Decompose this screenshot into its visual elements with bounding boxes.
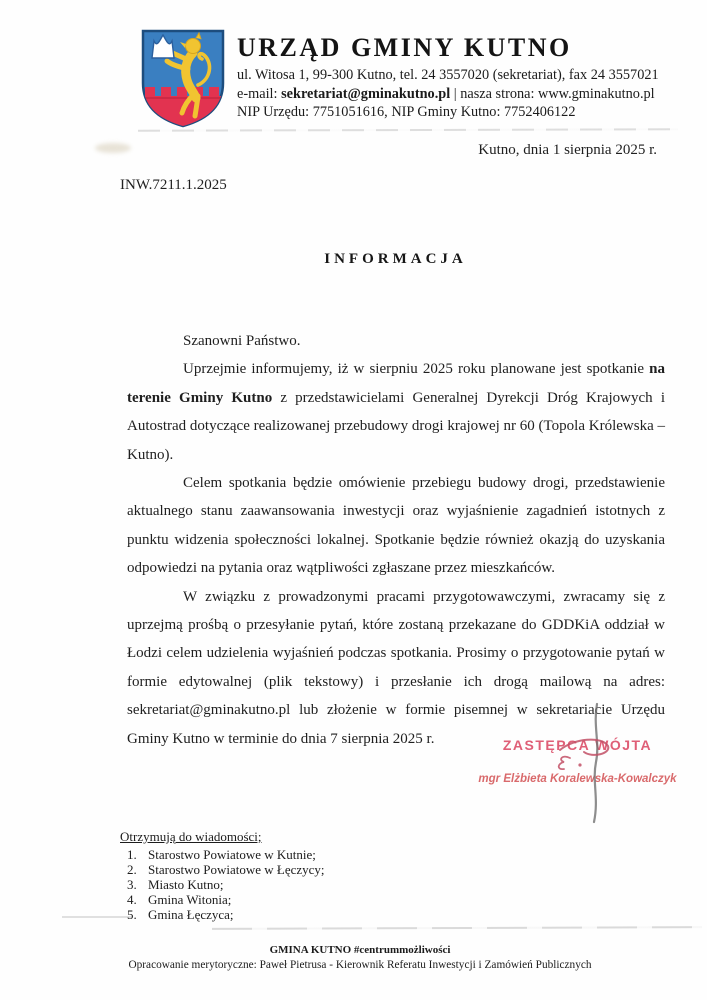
paragraph-3: W związku z prowadzonymi pracami przygotowawczymi, zwracamy się z uprzejmą prośbą o przesyłanie pytań, które zostaną przekazane do GDDKiA oddział w Łodzi celem udzielenia wyjaśnień podczas spotkania. Prosimy o przygotowanie pytań w formie edytowalnej (plik tekstowy) i przesłanie ich drogą mailową na adres: sekretariat@gminakutno.pl lub złożenie w formie pisemnej w sekretariacie Urzędu Gminy Kutno w terminie do dnia 7 sierpnia 2025 r. bbox=[127, 588, 665, 747]
page-footer bbox=[60, 944, 660, 971]
list-item bbox=[120, 877, 325, 892]
list-item-label: Gmina Łęczyca; bbox=[148, 907, 234, 922]
signature-stroke bbox=[540, 698, 660, 828]
paragraph-1-text-cont: z przedstawicielami Generalnej Dyrekcji Dróg Krajowych i Autostrad dotyczące realizowanej przebudowy drogi krajowej nr 60 (Topola Królewska – Kutno). bbox=[127, 389, 665, 463]
letter-body bbox=[127, 327, 665, 753]
list-item bbox=[120, 892, 325, 907]
header-separator-line bbox=[138, 128, 678, 131]
footer-separator-mark bbox=[62, 916, 132, 918]
list-item-number: 3. bbox=[127, 877, 137, 892]
paragraph-2: Celem spotkania będzie omówienie przebiegu budowy drogi, przedstawienie aktualnego stanu zaawansowania inwestycji oraz wyjaśnienie zagadnień istotnych z punktu widzenia społeczności lokalnej. Spotkanie będzie również okazją do uzyskania odpowiedzi na pytania oraz wątpliwości zgłaszane przez mieszkańców. bbox=[127, 475, 665, 577]
list-item-label: Starostwo Powiatowe w Kutnie; bbox=[148, 847, 316, 862]
email-address: sekretariat@gminakutno.pl bbox=[281, 85, 451, 102]
footer-brand: GMINA KUTNO #centrummożliwości bbox=[269, 944, 451, 956]
distribution-heading: Otrzymują do wiadomości; bbox=[120, 829, 262, 844]
nip-line: NIP Urzędu: 7751051616, NIP Gminy Kutno: 7752406122 bbox=[237, 104, 576, 121]
address-line: ul. Witosa 1, 99-300 Kutno, tel. 24 3557020 (sekretariat), fax 24 3557021 bbox=[237, 67, 659, 83]
website-text: | nasza strona: www.gminakutno.pl bbox=[450, 85, 655, 102]
email-line bbox=[237, 85, 677, 104]
document-title: INFORMACJA bbox=[324, 251, 467, 267]
list-item-number: 5. bbox=[127, 907, 137, 922]
stamp-title: ZASTĘPCA WÓJTA bbox=[502, 737, 653, 753]
footer-credit: Opracowanie merytoryczne: Paweł Pietrusa - Kierownik Referatu Inwestycji i Zamówień Publicznych bbox=[128, 959, 592, 971]
paragraph-1 bbox=[127, 355, 665, 469]
org-name: URZĄD GMINY KUTNO bbox=[237, 33, 572, 62]
list-item bbox=[120, 847, 325, 862]
coat-of-arms-image bbox=[140, 28, 226, 129]
email-label: e-mail: bbox=[237, 85, 282, 102]
list-item-label: Starostwo Powiatowe w Łęczycy; bbox=[148, 862, 325, 877]
reference-number: INW.7211.1.2025 bbox=[120, 177, 227, 193]
list-item-label: Miasto Kutno; bbox=[148, 877, 224, 892]
date-line: Kutno, dnia 1 sierpnia 2025 r. bbox=[478, 142, 657, 158]
list-item bbox=[120, 907, 325, 922]
distribution-list bbox=[120, 829, 325, 922]
scan-smudge bbox=[95, 143, 131, 153]
list-item bbox=[120, 862, 325, 877]
footer-separator-line bbox=[212, 926, 702, 930]
paragraph-1-text: Uprzejmie informujemy, iż w sierpniu 2025 roku planowane jest spotkanie bbox=[183, 361, 650, 378]
paragraph-1-bold-text: na terenie Gminy Kutno bbox=[127, 361, 665, 406]
letterhead bbox=[237, 33, 677, 122]
list-item-label: Gmina Witonia; bbox=[148, 892, 232, 907]
salutation: Szanowni Państwo. bbox=[183, 333, 301, 349]
stamp-name: mgr Elżbieta Koralewska-Kowalczyk bbox=[478, 773, 677, 785]
list-item-number: 2. bbox=[127, 862, 137, 877]
list-item-number: 1. bbox=[127, 847, 137, 862]
list-item-number: 4. bbox=[127, 892, 137, 907]
